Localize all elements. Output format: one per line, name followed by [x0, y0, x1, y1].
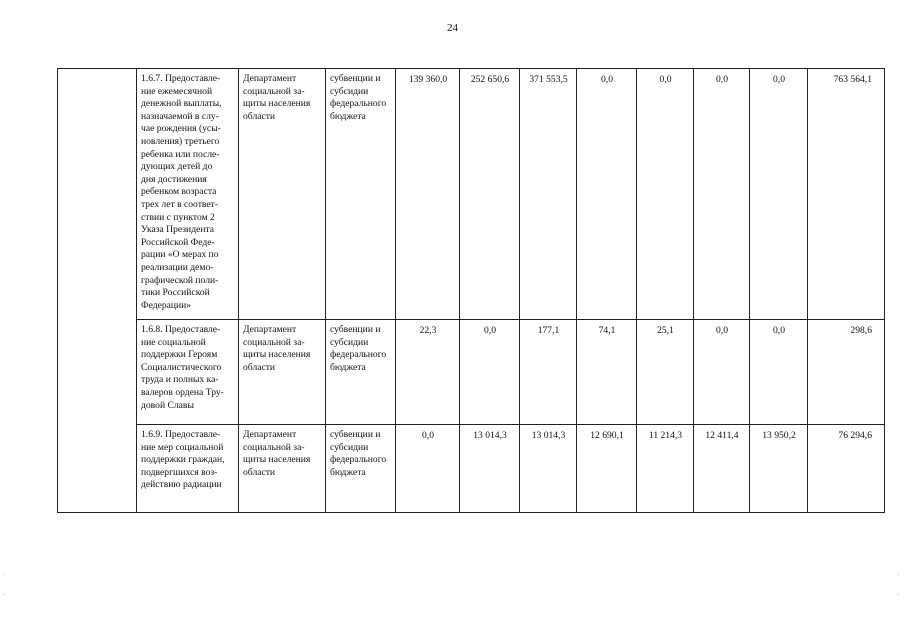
value-cell-2: 0,0: [460, 320, 520, 425]
value-cell-5: 0,0: [637, 69, 694, 320]
total-cell: 763 564,1: [808, 69, 885, 320]
value-cell-1: 22,3: [396, 320, 460, 425]
scan-mark-left: ·: [2, 571, 5, 579]
table-row: [58, 320, 885, 425]
value-cell-5: 11 214,3: [637, 425, 694, 513]
value-cell-3: 177,1: [520, 320, 577, 425]
executor-cell: Департамент социальной за- щиты населения области: [239, 69, 326, 320]
page-number: 24: [447, 22, 458, 34]
value-cell-7: 13 950,2: [750, 425, 808, 513]
value-cell-1: 0,0: [396, 425, 460, 513]
value-cell-4: 74,1: [577, 320, 637, 425]
value-cell-2: 13 014,3: [460, 425, 520, 513]
table-row: [58, 425, 885, 513]
funding-source-cell: субвенции и субсидии федерального бюджета: [326, 320, 396, 425]
scan-mark-left-lower: ·: [2, 591, 5, 599]
value-cell-1: 139 360,0: [396, 69, 460, 320]
value-cell-4: 0,0: [577, 69, 637, 320]
value-cell-5: 25,1: [637, 320, 694, 425]
value-cell-3: 371 553,5: [520, 69, 577, 320]
total-cell: 76 294,6: [808, 425, 885, 513]
value-cell-6: 12 411,4: [694, 425, 750, 513]
measure-name-cell: 1.6.9. Предоставле- ние мер социальной поддержки граждан, подвергшихся воз- действию радиации: [137, 425, 239, 513]
measure-name-cell: 1.6.8. Предоставле- ние социальной поддержки Героям Социалистического труда и полных ка- валеров ордена Тру- довой Славы: [137, 320, 239, 425]
value-cell-6: 0,0: [694, 69, 750, 320]
scan-mark-right-lower: ·: [897, 591, 900, 599]
value-cell-2: 252 650,6: [460, 69, 520, 320]
value-cell-3: 13 014,3: [520, 425, 577, 513]
budget-table: [57, 68, 885, 513]
value-cell-7: 0,0: [750, 69, 808, 320]
scan-mark-right: ·: [897, 571, 900, 579]
value-cell-7: 0,0: [750, 320, 808, 425]
measure-name-cell: 1.6.7. Предоставле- ние ежемесячной денежной выплаты, назначаемой в слу- чае рождения (усы- новления) третьего ребенка или после- дующих детей до дня достижения ребенком возраста трех лет в соответ- ствии с пунктом 2 Указа Президента Российской Феде- рации «О мерах по реализации демо- графической поли- тики Российской Федерации»: [137, 69, 239, 320]
value-cell-6: 0,0: [694, 320, 750, 425]
funding-source-cell: субвенции и субсидии федерального бюджета: [326, 425, 396, 513]
value-cell-4: 12 690,1: [577, 425, 637, 513]
total-cell: 298,6: [808, 320, 885, 425]
funding-source-cell: субвенции и субсидии федерального бюджета: [326, 69, 396, 320]
number-column: [58, 69, 137, 513]
table-row: [58, 69, 885, 320]
executor-cell: Департамент социальной за- щиты населения области: [239, 320, 326, 425]
executor-cell: Департамент социальной за- щиты населения области: [239, 425, 326, 513]
